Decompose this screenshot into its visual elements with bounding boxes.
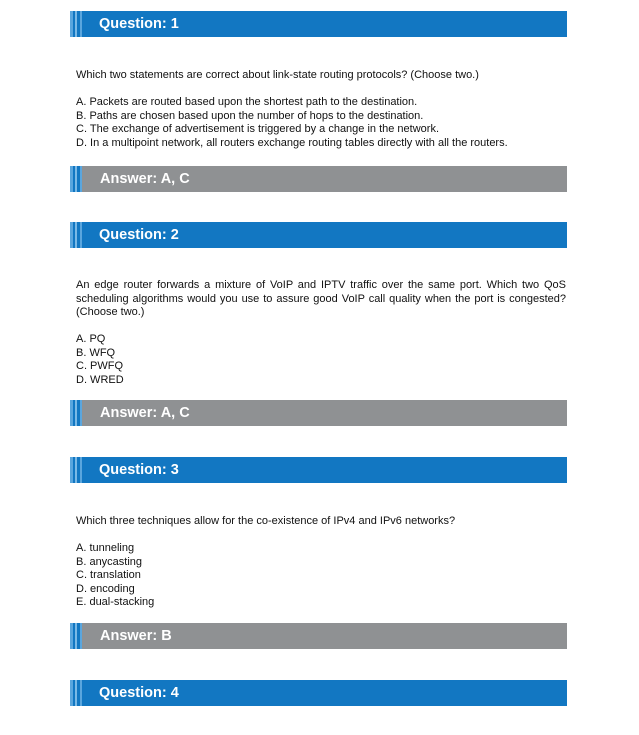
question-label: Question: 2 — [99, 227, 179, 243]
option: B. WFQ — [76, 346, 116, 359]
option: B. Paths are chosen based upon the number of hops to the destination. — [76, 109, 424, 122]
question-label: Question: 1 — [99, 16, 179, 32]
option: B. anycasting — [76, 555, 143, 568]
question-1-options — [76, 96, 566, 150]
question-label: Question: 4 — [99, 685, 179, 701]
question-3-options — [76, 542, 566, 610]
header-marker — [70, 222, 90, 248]
answer-2-bar — [70, 400, 567, 426]
header-marker — [70, 11, 90, 37]
option: D. In a multipoint network, all routers exchange routing tables directly with all the routers. — [76, 136, 508, 149]
option: D. WRED — [76, 373, 124, 386]
option: C. translation — [76, 569, 141, 582]
option: A. Packets are routed based upon the shortest path to the destination. — [76, 96, 418, 108]
question-1-stem: Which two statements are correct about link-state routing protocols? (Choose two.) — [76, 69, 479, 81]
question-2-header — [70, 222, 567, 248]
question-2-stem: An edge router forwards a mixture of VoIP and IPTV traffic over the same port. Which two QoS scheduling algorithms would you use to assure good VoIP call quality when the port is congested? (Choose two.) — [76, 279, 566, 319]
option: D. encoding — [76, 582, 135, 595]
question-4-header — [70, 680, 567, 706]
header-marker — [70, 166, 90, 192]
question-label: Question: 3 — [99, 462, 179, 478]
option: E. dual-stacking — [76, 596, 155, 609]
question-3-header — [70, 457, 567, 483]
option: C. The exchange of advertisement is triggered by a change in the network. — [76, 123, 440, 136]
header-marker — [70, 457, 90, 483]
question-1-header — [70, 11, 567, 37]
option: C. PWFQ — [76, 360, 124, 373]
header-marker — [70, 680, 90, 706]
answer-1-bar — [70, 166, 567, 192]
answer-label: Answer: A, C — [100, 171, 190, 187]
option: A. tunneling — [76, 542, 135, 554]
header-marker — [70, 623, 90, 649]
option: A. PQ — [76, 333, 106, 345]
answer-3-bar — [70, 623, 567, 649]
question-3-stem: Which three techniques allow for the co-existence of IPv4 and IPv6 networks? — [76, 515, 456, 527]
answer-label: Answer: B — [100, 628, 172, 644]
answer-label: Answer: A, C — [100, 405, 190, 421]
header-marker — [70, 400, 90, 426]
question-2-options — [76, 333, 566, 387]
